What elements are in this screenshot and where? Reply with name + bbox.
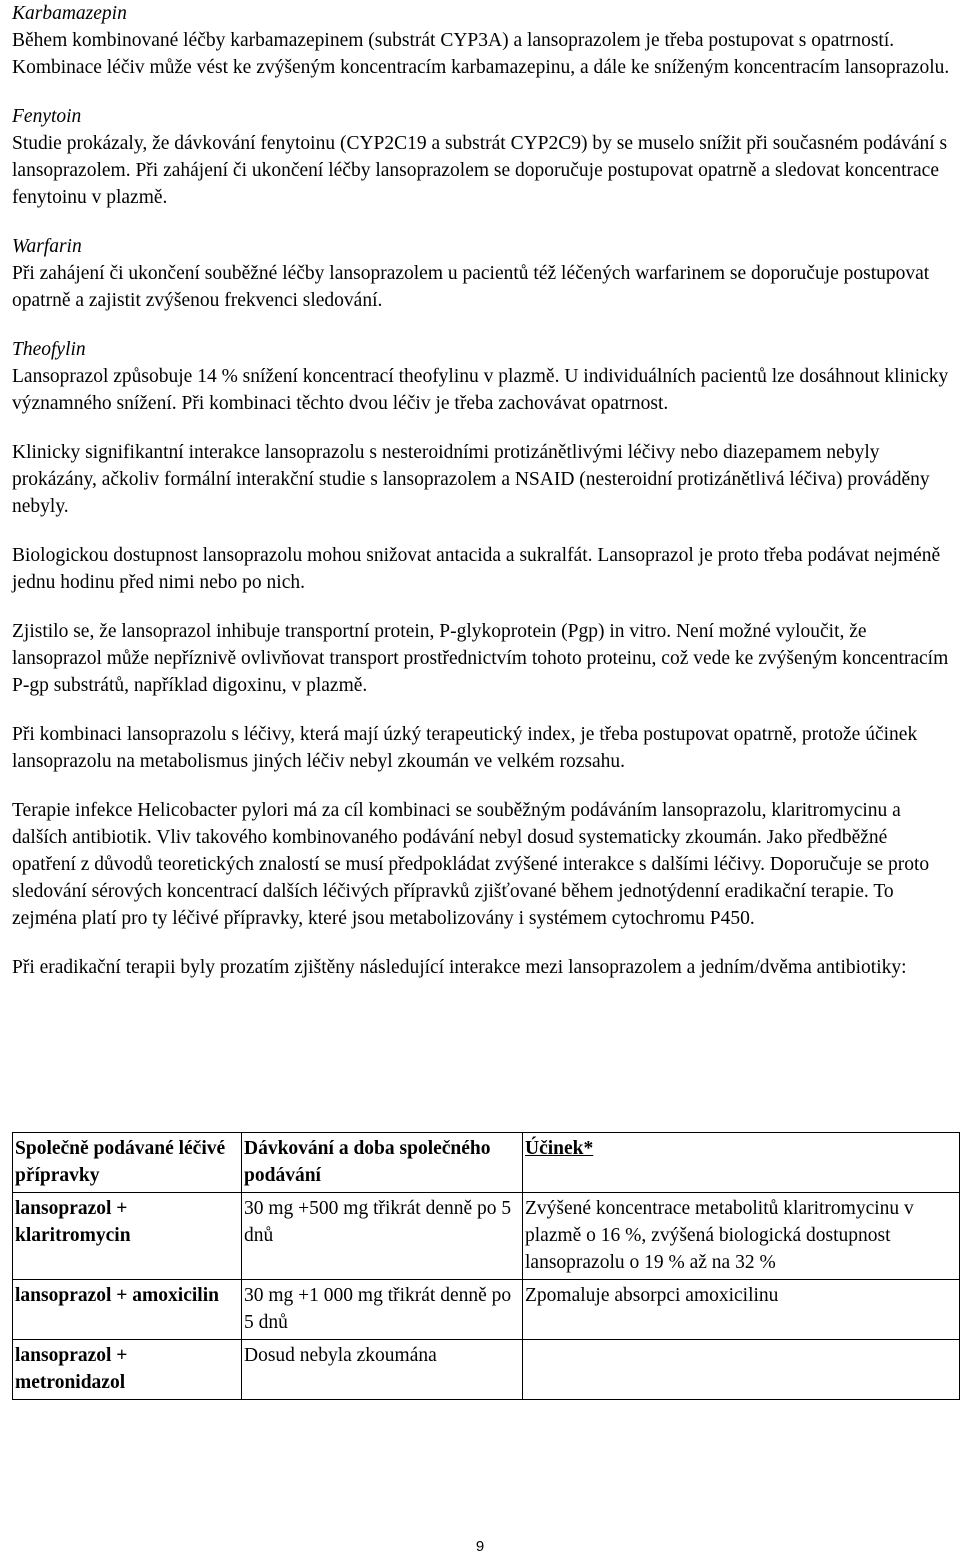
paragraph-nsaid: Klinicky signifikantní interakce lansoprazolu s nesteroidními protizánětlivými léčivy nebo diazepamem nebyly prokázány, ačkoliv formální interakční studie s lansoprazolem a NSAID (nesteroidní protizánětlivá léčiva) prováděny nebyly. [12, 442, 930, 517]
section-text: Studie prokázaly, že dávkování fenytoinu (CYP2C19 a substrát CYP2C9) by se muselo snížit při současném podávání s lansoprazolem. Při zahájení či ukončení léčby lansoprazolem se doporučuje postupovat opatrně a sledovat koncentrace fenytoinu v plazmě. [12, 133, 948, 208]
table-cell-dosing: Dosud nebyla zkoumána [242, 1340, 523, 1400]
table-row [13, 1193, 960, 1280]
document-page [12, 0, 952, 1393]
paragraph-pgp: Zjistilo se, že lansoprazol inhibuje transportní protein, P-glykoprotein (Pgp) in vitro. Není možné vyloučit, že lansoprazol může nepříznivě ovlivňovat transport prostřednictvím tohoto proteinu, což vede ke zvýšeným koncentracím P-gp substrátů, například digoxinu, v plazmě. [12, 621, 949, 696]
interactions-table [12, 1132, 960, 1400]
table-cell-effect: Zvýšené koncentrace metabolitů klaritromycinu v plazmě o 16 %, zvýšená biologická dostupnost lansoprazolu o 19 % až na 32 % [523, 1193, 960, 1280]
table-cell-drugs: lansoprazol + amoxicilin [13, 1280, 242, 1340]
section-title: Fenytoin [12, 106, 82, 127]
section-karbamazepin [12, 0, 952, 81]
paragraph-narrow-index: Při kombinaci lansoprazolu s léčivy, která mají úzký terapeutický index, je třeba postupovat opatrně, protože účinek lansoprazolu na metabolismus jiných léčiv nebyl zkoumán ve velkém rozsahu. [12, 724, 918, 772]
paragraph-eradication-intro: Při eradikační terapii byly prozatím zjištěny následující interakce mezi lansoprazolem a jedním/dvěma antibiotiky: [12, 957, 907, 978]
table-row [13, 1340, 960, 1400]
table-cell-effect [523, 1340, 960, 1400]
section-fenytoin [12, 103, 952, 211]
table-cell-drugs: lansoprazol + metronidazol [13, 1340, 242, 1400]
table-cell-dosing: 30 mg +1 000 mg třikrát denně po 5 dnů [242, 1280, 523, 1340]
section-text: Lansoprazol způsobuje 14 % snížení koncentrací theofylinu v plazmě. U individuálních pacientů lze dosáhnout klinicky významného snížení. Při kombinaci těchto dvou léčiv je třeba zachovávat opatrnost. [12, 366, 949, 414]
table-header-cell: Účinek* [525, 1138, 594, 1159]
section-title: Theofylin [12, 339, 86, 360]
table-cell-drugs: lansoprazol + klaritromycin [13, 1193, 242, 1280]
table-cell-effect: Zpomaluje absorpci amoxicilinu [523, 1280, 960, 1340]
paragraph-helicobacter: Terapie infekce Helicobacter pylori má za cíl kombinaci se souběžným podáváním lansoprazolu, klaritromycinu a dalších antibiotik. Vliv takového kombinovaného podávání nebyl dosud systematicky zkoumán. Jako předběžné opatření z důvodů teoretických znalostí se musí předpokládat zvýšené interakce s dalšími léčivy. Doporučuje se proto sledování sérových koncentrací dalších léčivých přípravků zjišťované během jednotýdenní eradikační terapie. To zejména platí pro ty léčivé přípravky, které jsou metabolizovány i systémem cytochromu P450. [12, 800, 930, 929]
page-number: 9 [475, 1538, 485, 1555]
section-title: Warfarin [12, 236, 82, 257]
table-header-cell: Společně podávané léčivé přípravky [13, 1133, 242, 1193]
section-title: Karbamazepin [12, 3, 127, 24]
table-header-row [13, 1133, 960, 1193]
table-header-cell: Dávkování a doba společného podávání [242, 1133, 523, 1193]
section-theofylin [12, 336, 952, 417]
table-cell-dosing: 30 mg +500 mg třikrát denně po 5 dnů [242, 1193, 523, 1280]
table-row [13, 1280, 960, 1340]
section-warfarin [12, 233, 952, 314]
section-text: Během kombinované léčby karbamazepinem (substrát CYP3A) a lansoprazolem je třeba postupovat s opatrností. Kombinace léčiv může vést ke zvýšeným koncentracím karbamazepinu, a dále ke sníženým koncentracím lansoprazolu. [12, 30, 950, 78]
paragraph-antacida: Biologickou dostupnost lansoprazolu mohou snižovat antacida a sukralfát. Lansoprazol je proto třeba podávat nejméně jednu hodinu před nimi nebo po nich. [12, 545, 941, 593]
section-text: Při zahájení či ukončení souběžné léčby lansoprazolem u pacientů též léčených warfarinem se doporučuje postupovat opatrně a zajistit zvýšenou frekvenci sledování. [12, 263, 930, 311]
